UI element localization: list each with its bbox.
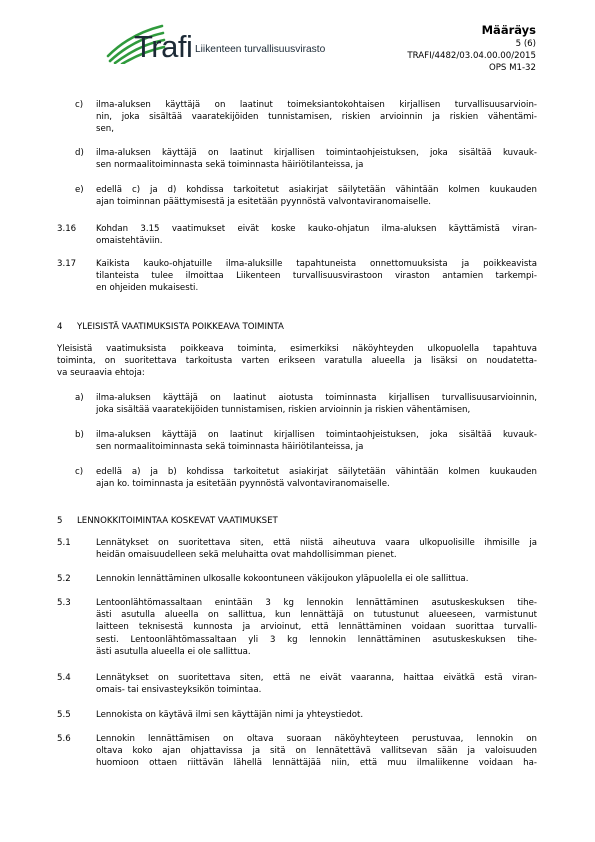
section-number: 3.17 xyxy=(57,259,77,269)
document-header-info xyxy=(407,22,536,74)
section-5-title: LENNOKKITOIMINTAA KOSKEVAT VAATIMUKSET xyxy=(77,516,278,526)
section-4-number: 4 xyxy=(57,322,63,332)
section-number: 5.3 xyxy=(57,598,71,608)
paragraph-5-1: Lennätykset on suoritettava siten, että niistä aiheutuva vaara ulkopuolisille ihmisille ja heidän omaisuudelleen sekä meluhaitta ovat mahdollisimman pienet. xyxy=(96,538,537,561)
paragraph-5-2: Lennokin lennättäminen ulkosalle kokoontuneen väkijoukon yläpuolella ei ole sallittua. xyxy=(96,574,469,584)
list-marker: c) xyxy=(75,100,84,110)
paragraph-3-16: Kohdan 3.15 vaatimukset eivät koske kauko-ohjatun ilma-aluksen käyttämistä viran- omaistehtäviin. xyxy=(96,224,537,247)
paragraph-5-5: Lennokista on käytävä ilmi sen käyttäjän nimi ja yhteystiedot. xyxy=(96,710,364,720)
logo-subtitle: Liikenteen turvallisuusvirasto xyxy=(195,44,326,55)
section-4-intro: Yleisistä vaatimuksista poikkeava toiminta, esimerkiksi näköyhteyden ulkopuolella tapahtuva toiminta, on suoritettava tarkoitusta varten erikseen varatulla alueella ja lisäksi on noudatetta- va seuraavia ehtoja: xyxy=(57,344,537,379)
section-number: 5.1 xyxy=(57,538,71,548)
list-item-d: ilma-aluksen käyttäjä on laatinut kirjallisen toimintaohjeistuksen, joka sisältää kuvauk- sen normaalitoiminnasta sekä toiminnasta häiriötilanteissa, ja xyxy=(96,148,537,171)
list-item-c: edellä a) ja b) kohdissa tarkoitetut asiakirjat säilytetään vähintään kolmen kuukauden ajan ko. toiminnasta ja esitetään pyynnöstä valvontaviranomaiselle. xyxy=(96,467,537,490)
section-number: 5.4 xyxy=(57,673,71,683)
reference-number: TRAFI/4482/03.04.00.00/2015 xyxy=(407,51,536,61)
section-5-number: 5 xyxy=(57,516,63,526)
paragraph-5-6: Lennokin lennättämisen on oltava suoraan näköyhteyteen perustuvaa, lennokin on oltava koko ajan ohjattavissa ja sitä on lennätettävä vallitsevan sään ja valoisuuden huomioon ottaen riittävän lähellä lennättäjää niin, että muu ilmaliikenne voidaan ha- xyxy=(96,734,537,769)
list-marker: e) xyxy=(75,185,84,195)
logo-wordmark: Trafi xyxy=(134,29,193,64)
section-number: 3.16 xyxy=(57,224,77,234)
paragraph-3-17: Kaikista kauko-ohjatuille ilma-aluksille tapahtuneista onnettomuuksista ja poikkeavista tilanteista tulee ilmoittaa Liikenteen turvallisuusvirastoon viraston antamien tarkempi- en ohjeiden mukaisesti. xyxy=(96,259,537,294)
trafi-logo xyxy=(104,20,324,70)
section-4-title: YLEISISTÄ VAATIMUKSISTA POIKKEAVA TOIMINTA xyxy=(77,322,284,332)
page-number: 5 (6) xyxy=(515,39,536,49)
list-item-c: ilma-aluksen käyttäjä on laatinut toimeksiantokohtaisen kirjallisen turvallisuusarvioin- nin, joka sisältää vaaratekijöiden tunnistamisen, riskien arvioinnin ja riskien vähentämi- sen, xyxy=(96,100,537,135)
list-marker: b) xyxy=(75,430,84,440)
list-item-e: edellä c) ja d) kohdissa tarkoitetut asiakirjat säilytetään vähintään kolmen kuukauden ajan toiminnan päättymisestä ja esitetään pyynnöstä valvontaviranomaiselle. xyxy=(96,185,537,208)
paragraph-5-4: Lennätykset on suoritettava siten, että ne eivät vaaranna, haittaa eivätkä estä viran- omais- tai ensivasteyksikön toimintaa. xyxy=(96,673,537,696)
list-marker: a) xyxy=(75,393,84,403)
section-number: 5.5 xyxy=(57,710,71,720)
paragraph-5-3: Lentoonlähtömassaltaan enintään 3 kg lennokin lennättäminen asutuskeskuksen tihe- ästi asutulla alueella on sallittua, kun lennättäjä on tutustunut alueeseen, varmistunut laitteen teknisestä kunnosta ja arvioinut, että lennättäminen voidaan suorittaa turvalli- sesti. Lentoonlähtömassaltaan yli 3 kg lennokin lennättäminen asutuskeskuksen tihe- ästi asutulla alueella ei ole sallittua. xyxy=(96,598,537,657)
document-type: Määräys xyxy=(481,23,536,37)
list-marker: c) xyxy=(75,467,84,477)
list-marker: d) xyxy=(75,148,84,158)
section-number: 5.6 xyxy=(57,734,71,744)
list-item-a: ilma-aluksen käyttäjä on laatinut aiotusta toiminnasta kirjallisen turvallisuusarvioinnin, joka sisältää vaaratekijöiden tunnistamisen, riskien arvioinnin ja riskien vähentämisen, xyxy=(96,393,537,416)
regulation-code: OPS M1-32 xyxy=(488,63,536,73)
list-item-b: ilma-aluksen käyttäjä on laatinut kirjallisen toimintaohjeistuksen, joka sisältää kuvauk- sen normaalitoiminnasta sekä toiminnasta häiriötilanteissa, ja xyxy=(96,430,537,453)
section-number: 5.2 xyxy=(57,574,71,584)
